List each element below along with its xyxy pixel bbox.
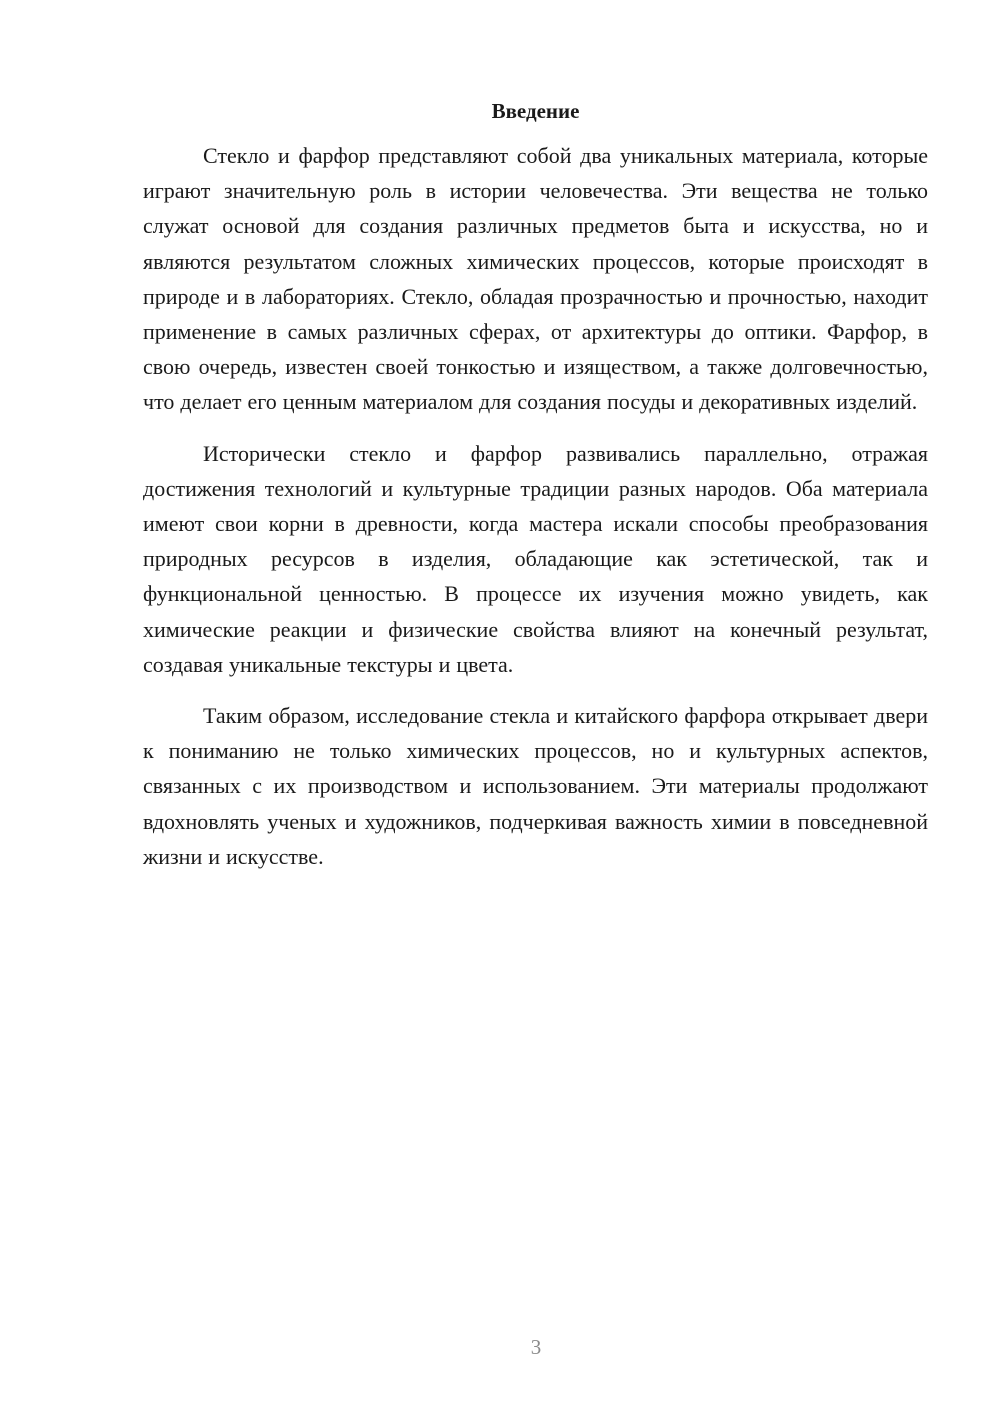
paragraph-3: Таким образом, исследование стекла и китайского фарфора открывает двери к пониманию не только химических процессов, но и культурных аспектов, связанных с их производством и использованием. Эти материалы продолжают вдохновлять ученых и художников, подчеркивая важность химии в повседневной жизни и искусстве. [143, 703, 928, 869]
page-number: 3 [530, 1335, 542, 1359]
paragraph-2: Исторически стекло и фарфор развивались параллельно, отражая достижения технологий и культурные традиции разных народов. Оба материала имеют свои корни в древности, когда мастера искали способы преобразования природных ресурсов в изделия, обладающие как эстетической, так и функциональной ценностью. В процессе их изучения можно увидеть, как химические реакции и физические свойства влияют на конечный результат, создавая уникальные текстуры и цвета. [143, 440, 928, 677]
paragraph-1: Стекло и фарфор представляют собой два уникальных материала, которые играют значительную роль в истории человечества. Эти вещества не только служат основой для создания различных предметов быта и искусства, но и являются результатом сложных химических процессов, которые происходят в природе и в лабораториях. Стекло, обладая прозрачностью и прочностью, находит применение в самых различных сферах, от архитектуры до оптики. Фарфор, в свою очередь, известен своей тонкостью и изяществом, а также долговечностью, что делает его ценным материалом для создания посуды и декоративных изделий. [143, 143, 928, 415]
page-content [143, 96, 928, 890]
section-title: Введение [491, 99, 580, 123]
